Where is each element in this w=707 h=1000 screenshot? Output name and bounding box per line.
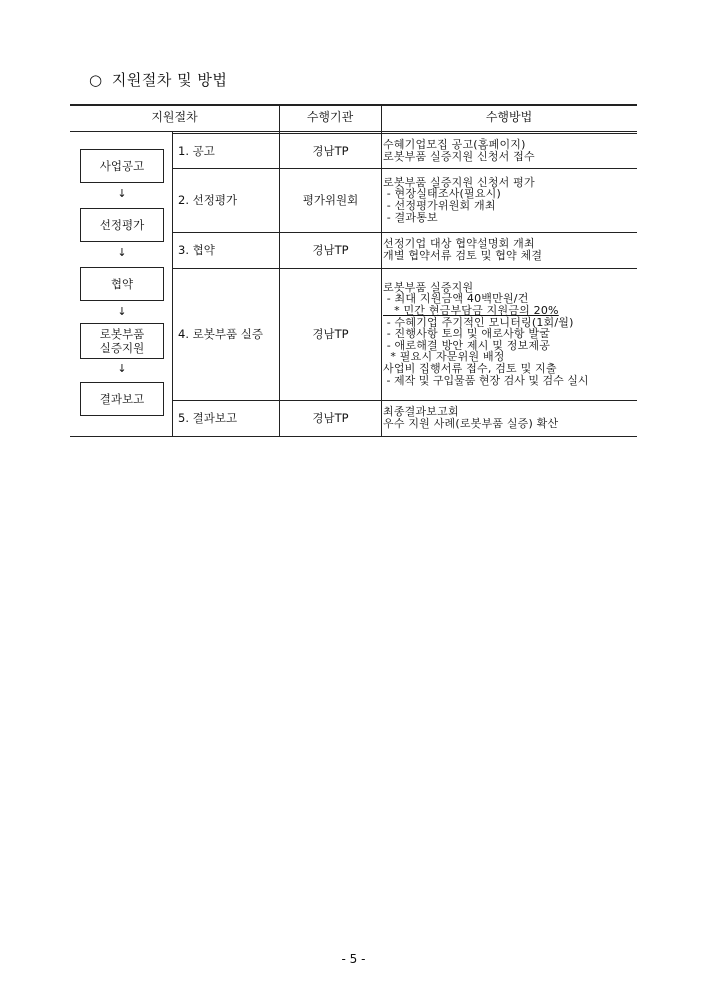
step-4: 4. 로봇부품 실증: [178, 327, 263, 341]
page-number: - 5 -: [341, 952, 366, 966]
down-arrow-icon: ↓: [117, 246, 127, 259]
method-3: [383, 232, 637, 268]
method-4: [383, 268, 637, 400]
method-5: [383, 400, 637, 436]
method-line: - 진행사항 토의 및 애로사항 발굴: [383, 327, 551, 341]
method-line: * 민간 현금부담금 지원금의 20%: [383, 304, 559, 318]
method-line: 최종결과보고회: [383, 405, 459, 419]
method-line: 로봇부품 실증지원: [383, 280, 474, 294]
procedure-table: [70, 104, 637, 438]
method-line: - 애로해결 방안 제시 및 정보제공: [383, 338, 551, 352]
step-5: 5. 결과보고: [178, 411, 238, 425]
down-arrow-icon: ↓: [117, 362, 127, 375]
method-line: 개별 협약서류 검토 및 협약 체결: [383, 249, 543, 262]
agency-3: 경남TP: [312, 243, 349, 257]
method-line: 우수 지원 사례(로봇부품 실증) 확산: [383, 417, 559, 430]
method-2: [383, 168, 637, 232]
step-3: 3. 협약: [178, 243, 215, 257]
flow-box-agreement: 협약: [80, 267, 164, 301]
flow-box-evaluation: 선정평가: [80, 208, 164, 242]
step-1: 1. 공고: [178, 143, 215, 158]
agency-5: 경남TP: [312, 411, 349, 425]
method-line: - 수혜기업 주기적인 모니터링(1회/월): [383, 315, 574, 329]
flow-box-report: 결과보고: [80, 382, 164, 416]
method-line: - 선정평가위원회 개최: [383, 199, 496, 212]
section-title: 지원절차 및 방법: [111, 71, 228, 89]
method-line: * 필요시 자문위원 배정: [383, 350, 505, 364]
method-line: 선정기업 대상 협약설명회 개최: [383, 237, 535, 251]
down-arrow-icon: ↓: [117, 305, 127, 318]
method-line: 사업비 집행서류 접수, 검토 및 지출: [383, 361, 557, 375]
down-arrow-icon: ↓: [117, 187, 127, 200]
agency-4: 경남TP: [312, 327, 349, 341]
header-procedure: 지원절차: [151, 110, 198, 124]
method-line: - 제작 및 구입물품 현장 검사 및 검수 실시: [383, 373, 589, 387]
method-line: - 결과통보: [383, 210, 438, 224]
agency-1: 경남TP: [312, 143, 349, 158]
header-agency: 수행기관: [306, 110, 354, 124]
method-line: - 현장실태조사(필요시): [383, 187, 501, 201]
circle-bullet-icon: ○: [89, 71, 103, 89]
agency-2: 평가위원회: [302, 193, 359, 207]
flow-box-robot-demo: 로봇부품 실증지원: [80, 323, 164, 359]
header-method: 수행방법: [485, 110, 533, 124]
method-line: 로봇부품 실증지원 신청서 평가: [383, 175, 535, 189]
method-1: [383, 133, 637, 168]
method-line: 로봇부품 실증지원 신청서 접수: [383, 149, 535, 163]
method-line: 수혜기업모집 공고(홈페이지): [383, 137, 526, 151]
section-heading: [89, 69, 227, 90]
method-line: - 최대 지원금액 40백만원/건: [383, 292, 529, 306]
step-2: 2. 선정평가: [178, 193, 238, 207]
flow-box-announcement: 사업공고: [80, 149, 164, 183]
